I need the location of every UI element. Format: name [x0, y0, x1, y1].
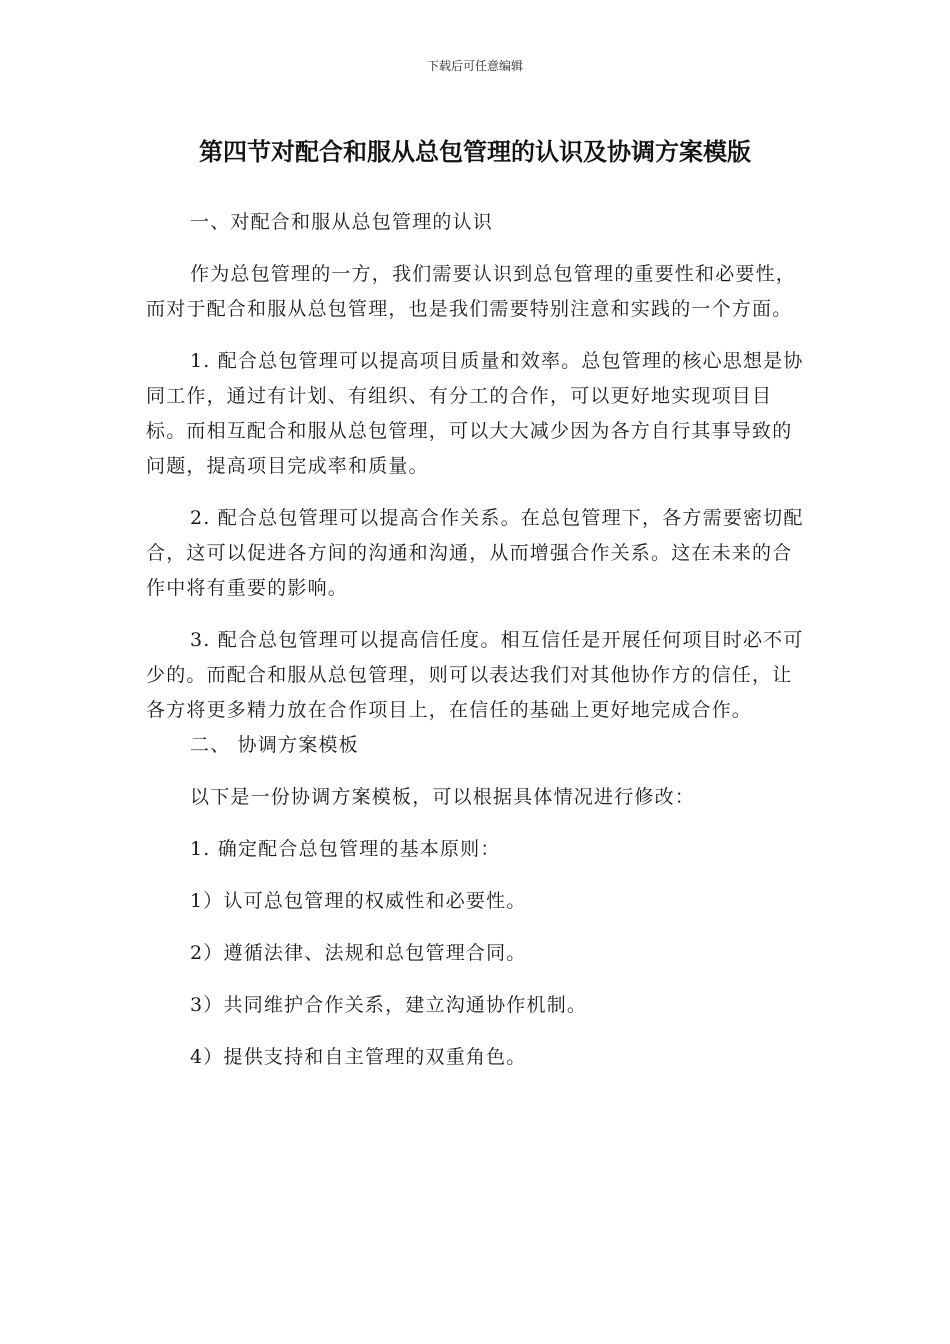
- header-note: 下载后可任意编辑: [426, 59, 523, 73]
- section-2-subitem-1: 1）认可总包管理的权威性和必要性。: [190, 890, 527, 912]
- section-1-point-2-paragraph: 2. 配合总包管理可以提高合作关系。在总包管理下，各方需要密切配合，这可以促进各方间的沟通和沟通，从而增强合作关系。这在未来的合作中将有重要的影响。: [146, 507, 804, 599]
- page-title: 第四节对配合和服从总包管理的认识及协调方案模版: [199, 138, 751, 166]
- document-body: [146, 205, 806, 1075]
- section-2-subitem-2: 2）遵循法律、法规和总包管理合同。: [190, 942, 527, 964]
- section-2-subitem-3: 3）共同维护合作关系，建立沟通协作机制。: [190, 994, 588, 1016]
- section-1-point-3-paragraph: 3. 配合总包管理可以提高信任度。相互信任是开展任何项目时必不可少的。而配合和服从总包管理，则可以表达我们对其他协作方的信任，让各方将更多精力放在合作项目上，在信任的基础上更好地完成合作。: [146, 629, 804, 721]
- section-1-intro-paragraph: 作为总包管理的一方，我们需要认识到总包管理的重要性和必要性，而对于配合和服从总包管理，也是我们需要特别注意和实践的一个方面。: [146, 263, 797, 320]
- section-1-point-1-paragraph: 1. 配合总包管理可以提高项目质量和效率。总包管理的核心思想是协同工作，通过有计划、有组织、有分工的合作，可以更好地实现项目目标。而相互配合和服从总包管理，可以大大减少因为各方自行其事导致的问题，提高项目完成率和质量。: [146, 350, 804, 477]
- section-2-item-1: 1. 确定配合总包管理的基本原则：: [190, 838, 501, 860]
- section-1-heading: 一、对配合和服从总包管理的认识: [190, 211, 494, 233]
- section-2-heading: 二、 协调方案模板: [190, 734, 359, 756]
- section-2-intro-paragraph: 以下是一份协调方案模板，可以根据具体情况进行修改：: [190, 786, 696, 808]
- section-2-subitem-4: 4）提供支持和自主管理的双重角色。: [190, 1046, 527, 1068]
